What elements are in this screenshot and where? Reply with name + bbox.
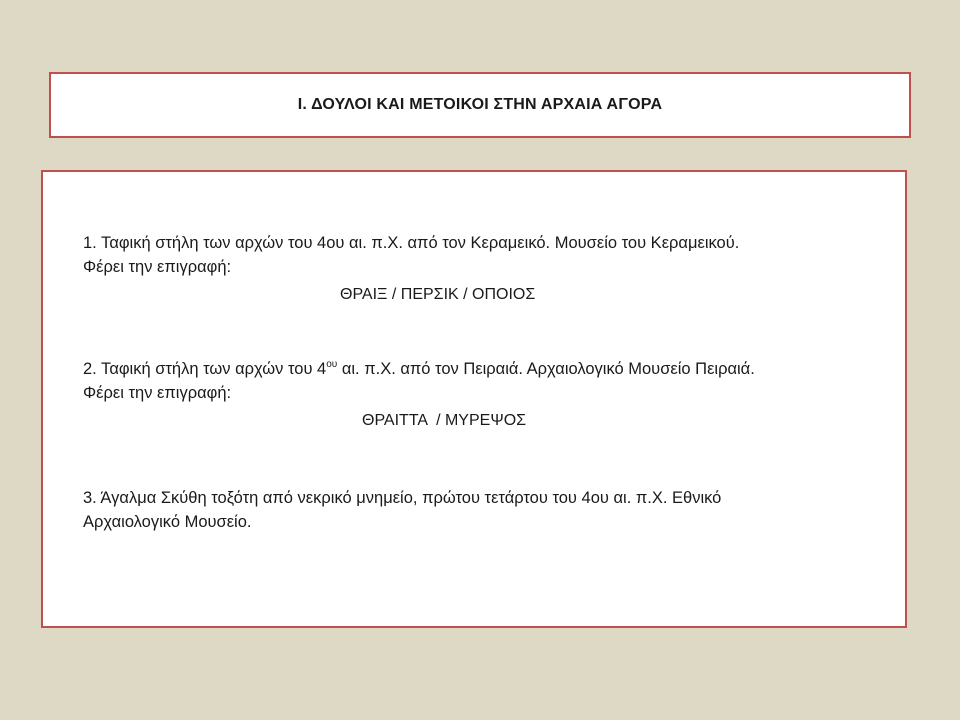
item-3-line-2: Αρχαιολογικό Μουσείο. xyxy=(83,513,252,531)
item-2-line-2: Φέρει την επιγραφή: xyxy=(83,384,232,402)
item-1-inscription: ΘΡΑΙΞ / ΠΕΡΣΙΚ / ΟΠΟΙΟΣ xyxy=(340,286,536,303)
item-3-line-1: 3. Άγαλμα Σκύθη τοξότη από νεκρικό μνημείο, πρώτου τετάρτου του 4ου αι. π.Χ. Εθνικό xyxy=(83,489,722,507)
item-1-line-1: 1. Ταφική στήλη των αρχών του 4ου αι. π.Χ. από τον Κεραμεικό. Μουσείο του Κεραμεικού. xyxy=(83,234,740,252)
list-item-1 xyxy=(83,231,903,279)
slide-title: Ι. ΔΟΥΛΟΙ ΚΑΙ ΜΕΤΟΙΚΟΙ ΣΤΗΝ ΑΡΧΑΙΑ ΑΓΟΡΑ xyxy=(297,96,663,113)
item-1-line-2: Φέρει την επιγραφή: xyxy=(83,258,232,276)
content-box xyxy=(41,170,907,628)
list-item-3 xyxy=(83,486,903,534)
item-2-line-1-after: αι. π.Χ. από τον Πειραιά. Αρχαιολογικό Μουσείο Πειραιά. xyxy=(337,360,755,378)
item-2-inscription: ΘΡΑΙΤΤΑ / ΜΥΡΕΨΟΣ xyxy=(362,412,527,429)
item-2-line-1 xyxy=(83,357,903,381)
item-2-line-1-before: 2. Ταφική στήλη των αρχών του 4 xyxy=(83,360,327,378)
item-2-superscript: ου xyxy=(326,359,338,370)
list-item-2 xyxy=(83,357,903,405)
title-box xyxy=(49,72,911,138)
